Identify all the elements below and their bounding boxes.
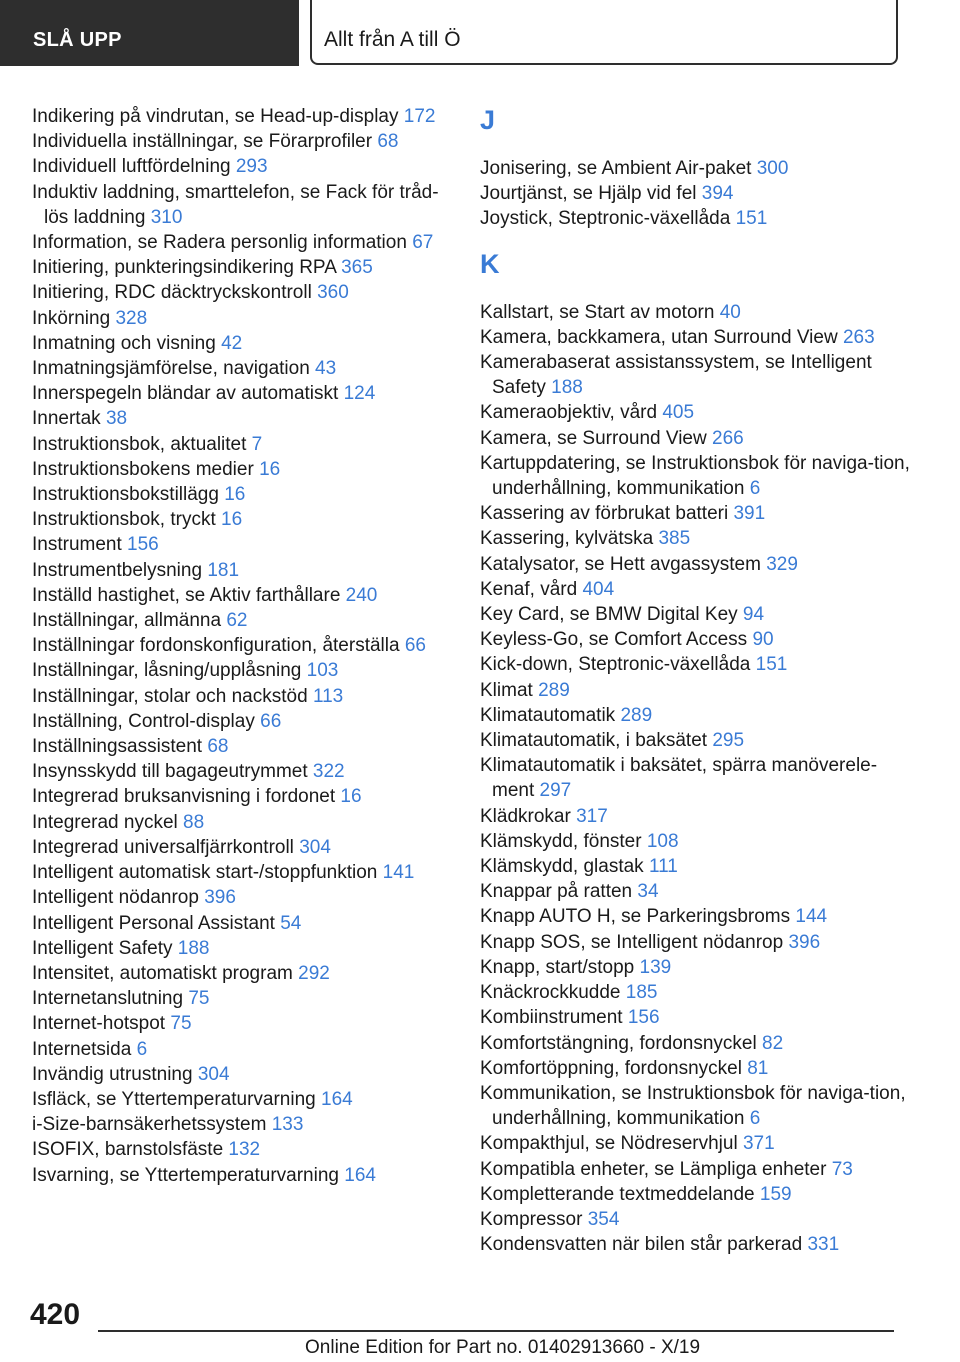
- index-entry: [480, 181, 910, 206]
- index-entry: [480, 1232, 910, 1257]
- index-entry: [32, 381, 452, 406]
- index-entry-text: Katalysator, se Hett avgassystem: [480, 553, 761, 575]
- index-entry-text: Instrumentbelysning: [32, 559, 203, 581]
- index-entry-text: Kamera, backkamera, utan Surround View: [480, 326, 838, 348]
- index-entry: [32, 1087, 452, 1112]
- index-entry: [32, 835, 452, 860]
- index-page-link[interactable]: 16: [221, 509, 243, 531]
- index-entry: [32, 961, 452, 986]
- index-entry: [480, 652, 910, 677]
- index-entry-text: Initiering, punkteringsindikering RPA: [32, 257, 336, 279]
- index-entry-text: Kameraobjektiv, vård: [480, 402, 658, 424]
- index-entry-text: Klämskydd, glastak: [480, 856, 644, 878]
- index-entry-text: Inställningar, allmänna: [32, 610, 222, 632]
- index-entry: [32, 129, 452, 154]
- index-page-link[interactable]: 7: [251, 433, 263, 455]
- index-page-link[interactable]: 266: [712, 427, 744, 449]
- index-entry-text: Inställning, Control-display: [32, 710, 255, 732]
- index-page-link[interactable]: 371: [742, 1133, 775, 1155]
- index-page-link[interactable]: 81: [747, 1057, 769, 1079]
- index-entry: [32, 684, 452, 709]
- index-page-link[interactable]: 317: [576, 805, 608, 827]
- index-entry: [32, 507, 452, 532]
- index-entry-text: Isvarning, se Yttertemperaturvarning: [32, 1164, 339, 1186]
- index-page-link[interactable]: 82: [762, 1032, 784, 1054]
- index-page-link[interactable]: 6: [136, 1038, 148, 1060]
- index-entry-text: Instruktionsbokens medier: [32, 458, 254, 480]
- index-entry-text: Jourtjänst, se Hjälp vid fel: [480, 183, 697, 205]
- index-page-link[interactable]: 396: [204, 887, 236, 909]
- index-entry-text: Inställd hastighet, se Aktiv farthållare: [32, 584, 341, 606]
- index-entry-text: Intelligent automatisk start-/stoppfunktion: [32, 862, 378, 884]
- index-page-link[interactable]: 188: [551, 377, 583, 399]
- index-entry: [480, 879, 910, 904]
- index-page-link[interactable]: 144: [795, 906, 828, 928]
- index-page-link[interactable]: 113: [312, 685, 344, 707]
- index-entry-text: Inmatning och visning: [32, 332, 216, 354]
- chapter-title: Allt från A till Ö: [324, 28, 461, 51]
- index-entry-text: Klämskydd, fönster: [480, 830, 642, 852]
- index-entry: [480, 501, 910, 526]
- index-page-link[interactable]: 159: [759, 1183, 792, 1205]
- index-entry-text: Kombiinstrument: [480, 1007, 623, 1029]
- index-entry-text: Internet-hotspot: [32, 1013, 166, 1035]
- index-page-link[interactable]: 73: [831, 1158, 853, 1180]
- index-page-link[interactable]: 141: [382, 862, 415, 884]
- index-entry: [480, 904, 910, 929]
- index-entry-text: Indikering på vindrutan, se Head-up-display: [32, 106, 399, 127]
- index-entry-text: Kompletterande textmeddelande: [480, 1183, 755, 1205]
- index-page-link[interactable]: 66: [404, 635, 426, 657]
- index-entry: [480, 728, 910, 753]
- index-entry: [32, 255, 452, 280]
- index-entry-text: Integrerad nyckel: [32, 811, 178, 833]
- index-entry: [480, 854, 910, 879]
- index-entry-text: Komfortöppning, fordonsnyckel: [480, 1057, 742, 1079]
- index-page-link[interactable]: 16: [259, 458, 281, 480]
- index-entry-text: Joystick, Steptronic-växellåda: [480, 208, 731, 230]
- index-entry-text: Inställningar, stolar och nackstöd: [32, 685, 308, 707]
- index-page-link[interactable]: 151: [755, 654, 788, 676]
- index-page-link[interactable]: 38: [105, 408, 128, 430]
- index-entry-text: Instruktionsbokstillägg: [32, 484, 219, 506]
- index-entry: [480, 577, 910, 602]
- index-entry: [32, 709, 452, 734]
- index-entry: [32, 482, 452, 507]
- index-entry: [32, 406, 452, 431]
- index-page-link[interactable]: 68: [207, 736, 229, 758]
- index-page-link[interactable]: 404: [582, 578, 615, 600]
- index-page-link[interactable]: 164: [344, 1164, 376, 1186]
- index-entry: [32, 885, 452, 910]
- index-entry: [480, 829, 910, 854]
- index-entry: [32, 1037, 452, 1062]
- index-entry: [480, 804, 910, 829]
- index-page-link[interactable]: 62: [226, 610, 248, 632]
- page-number: 420: [30, 1298, 81, 1331]
- index-entry: [32, 583, 452, 608]
- index-page-link[interactable]: 75: [188, 988, 210, 1010]
- index-entry-text: Inställningsassistent: [32, 736, 203, 758]
- index-page-link[interactable]: 94: [742, 604, 765, 626]
- index-entry: [480, 1081, 910, 1131]
- index-entry-text: Keyless-Go, se Comfort Access: [480, 629, 748, 651]
- index-page-link[interactable]: 90: [752, 629, 774, 651]
- index-column-right: [480, 104, 910, 1257]
- index-entry-text: Intelligent Safety: [32, 937, 173, 959]
- index-entry: [480, 426, 910, 451]
- index-entry: [32, 180, 452, 230]
- index-page-link[interactable]: 6: [749, 478, 761, 500]
- index-entry-text: Klimatautomatik: [480, 704, 616, 726]
- index-entry-text: Komfortstängning, fordonsnyckel: [480, 1032, 757, 1054]
- index-page-link[interactable]: 67: [412, 232, 434, 254]
- index-page-link[interactable]: 297: [539, 780, 572, 802]
- index-entry: [480, 300, 910, 325]
- index-entry: [32, 104, 452, 129]
- index-entry: [32, 633, 452, 658]
- index-entry: [480, 325, 910, 350]
- index-entry-text: i-Size-barnsäkerhetssystem: [32, 1114, 267, 1136]
- index-page-link[interactable]: 156: [127, 534, 159, 556]
- index-page-link[interactable]: 310: [150, 206, 183, 228]
- index-entry: [480, 955, 910, 980]
- index-entry: [32, 784, 452, 809]
- index-page-link[interactable]: 6: [749, 1108, 761, 1130]
- index-entry-text: Instrument: [32, 534, 122, 556]
- index-entry: [480, 703, 910, 728]
- index-page-link[interactable]: 16: [224, 484, 246, 506]
- index-page-link[interactable]: 293: [235, 156, 268, 178]
- index-entry: [480, 1056, 910, 1081]
- index-page-link[interactable]: 289: [538, 679, 570, 701]
- index-section-j: [480, 156, 910, 232]
- index-entry-text: Knapp SOS, se Intelligent nödanrop: [480, 931, 784, 953]
- index-entry: [32, 457, 452, 482]
- index-entry-text: Isfläck, se Yttertemperaturvarning: [32, 1088, 316, 1110]
- index-entry: [32, 331, 452, 356]
- index-page-link[interactable]: 405: [662, 402, 695, 424]
- index-entry: [32, 608, 452, 633]
- index-entry: [32, 306, 452, 331]
- index-page-link[interactable]: 43: [315, 358, 337, 380]
- index-page-link[interactable]: 42: [221, 332, 243, 354]
- section-tab-label: SLÅ UPP: [33, 29, 122, 51]
- index-page-link[interactable]: 354: [587, 1208, 620, 1230]
- index-entry-text: Innerspegeln bländar av automatiskt: [32, 383, 339, 405]
- index-page-link[interactable]: 329: [766, 553, 798, 575]
- index-entry: [480, 350, 910, 400]
- index-page-link[interactable]: 40: [719, 301, 741, 323]
- index-entry-text: Intensitet, automatiskt program: [32, 962, 293, 984]
- index-page-link[interactable]: 289: [620, 704, 653, 726]
- index-page-link[interactable]: 396: [788, 931, 821, 953]
- index-entry: [480, 1031, 910, 1056]
- index-entry: [32, 532, 452, 557]
- index-page-link[interactable]: 185: [625, 982, 658, 1004]
- index-entry: [480, 753, 910, 803]
- index-page-link[interactable]: 300: [756, 158, 789, 179]
- index-entry-text: Individuell luftfördelning: [32, 156, 231, 178]
- index-page-link[interactable]: 172: [403, 106, 436, 127]
- index-letter-heading: K: [480, 248, 500, 279]
- index-entry: [32, 1163, 452, 1188]
- index-entry-text: Integrerad bruksanvisning i fordonet: [32, 786, 336, 808]
- index-entry: [480, 206, 910, 231]
- index-page-link[interactable]: 188: [177, 937, 210, 959]
- index-page-link[interactable]: 263: [842, 326, 875, 348]
- index-entry-text: Kassering, kylvätska: [480, 528, 654, 550]
- index-entry-text: Integrerad universalfjärrkontroll: [32, 836, 294, 858]
- index-entry: [480, 156, 910, 181]
- index-page-link[interactable]: 139: [639, 956, 672, 978]
- index-entry: [480, 1157, 910, 1182]
- index-entry-text: Jonisering, se Ambient Air-paket: [480, 158, 752, 179]
- index-entry-text: Inkörning: [32, 307, 111, 329]
- index-entry-text: Insynsskydd till bagageutrymmet: [32, 761, 308, 783]
- index-entry: [32, 658, 452, 683]
- index-page-link[interactable]: 68: [377, 131, 399, 153]
- index-page-link[interactable]: 391: [733, 503, 766, 525]
- index-page-link[interactable]: 360: [317, 282, 349, 304]
- section-tab-active[interactable]: [0, 0, 299, 66]
- index-entry: [480, 1131, 910, 1156]
- index-entry: [32, 280, 452, 305]
- index-entry-text: Individuella inställningar, se Förarprofiler: [32, 131, 373, 153]
- index-entry-text: Kenaf, vård: [480, 578, 578, 600]
- index-entry: [480, 627, 910, 652]
- index-entry-text: ISOFIX, barnstolsfäste: [32, 1139, 224, 1161]
- index-column-left: [32, 104, 452, 1188]
- index-page-link[interactable]: 124: [343, 383, 376, 405]
- index-entry-text: Kassering av förbrukat batteri: [480, 503, 729, 525]
- footer-edition-text: Online Edition for Part no. 01402913660 - X/19: [305, 1337, 701, 1358]
- index-entry-text: Klädkrokar: [480, 805, 571, 827]
- index-entry: [32, 1112, 452, 1137]
- index-entry: [480, 602, 910, 627]
- index-entry: [32, 1011, 452, 1036]
- index-entry: [32, 860, 452, 885]
- index-page-link[interactable]: 151: [735, 208, 768, 230]
- index-entry-text: Kompatibla enheter, se Lämpliga enheter: [480, 1158, 827, 1180]
- index-entry: [480, 980, 910, 1005]
- index-entry: [32, 154, 452, 179]
- index-entry-text: Instruktionsbok, aktualitet: [32, 433, 247, 455]
- index-page-link[interactable]: 304: [197, 1063, 230, 1085]
- index-entry: [480, 400, 910, 425]
- index-entry-text: Innertak: [32, 408, 101, 430]
- index-entry: [480, 552, 910, 577]
- index-page-link[interactable]: 88: [183, 811, 205, 833]
- index-entry-text: Inställningar fordonskonfiguration, återställa: [32, 635, 400, 657]
- index-page-link[interactable]: 16: [340, 786, 362, 808]
- index-entry: [32, 810, 452, 835]
- index-entry-text: Knappar på ratten: [480, 881, 633, 903]
- index-entry-text: Instruktionsbok, tryckt: [32, 509, 216, 531]
- index-page-link[interactable]: 181: [207, 559, 240, 581]
- index-entry-text: Information, se Radera personlig information: [32, 232, 407, 254]
- index-page-link[interactable]: 111: [648, 856, 678, 878]
- index-entry: [32, 759, 452, 784]
- index-entry-text: Invändig utrustning: [32, 1063, 193, 1085]
- index-entry: [480, 930, 910, 955]
- index-entry: [32, 911, 452, 936]
- index-page-link[interactable]: 328: [115, 307, 148, 329]
- index-page-link[interactable]: 103: [306, 660, 339, 682]
- index-page-link[interactable]: 240: [345, 584, 378, 606]
- index-entry: [32, 986, 452, 1011]
- index-entry: [32, 432, 452, 457]
- index-entry: [32, 1062, 452, 1087]
- index-page-link[interactable]: 331: [807, 1234, 840, 1256]
- index-entry-text: Inmatningsjämförelse, navigation: [32, 358, 310, 380]
- index-entry: [32, 936, 452, 961]
- index-entry: [480, 1182, 910, 1207]
- index-entry-text: Kartuppdatering, se Instruktionsbok för naviga-tion, underhållning, kommunikation: [480, 452, 910, 500]
- index-entry: [480, 1207, 910, 1232]
- index-letter-heading: J: [480, 105, 496, 135]
- index-entry-text: Kondensvatten när bilen står parkerad: [480, 1234, 803, 1256]
- index-page-link[interactable]: 295: [712, 730, 745, 752]
- index-entry-text: Kick-down, Steptronic-växellåda: [480, 654, 751, 676]
- index-page-link[interactable]: 54: [280, 912, 302, 934]
- index-page-link[interactable]: 164: [321, 1088, 353, 1110]
- index-entry-text: Inställningar, låsning/upplåsning: [32, 660, 302, 682]
- index-entry-text: Knapp AUTO H, se Parkeringsbroms: [480, 906, 791, 928]
- index-entry: [480, 451, 910, 501]
- index-page-link[interactable]: 385: [658, 528, 691, 550]
- index-entry-text: Internetanslutning: [32, 988, 184, 1010]
- index-page-link[interactable]: 394: [701, 183, 734, 205]
- index-entry-text: Kompakthjul, se Nödreservhjul: [480, 1133, 738, 1155]
- index-entry-text: Intelligent nödanrop: [32, 887, 199, 909]
- index-entry-text: Kallstart, se Start av motorn: [480, 301, 715, 323]
- index-page-link[interactable]: 66: [260, 710, 282, 732]
- index-entry-text: Klimat: [480, 679, 533, 701]
- index-page-link[interactable]: 34: [637, 881, 659, 903]
- index-page-link[interactable]: 133: [271, 1114, 304, 1136]
- footer-divider: [98, 1330, 894, 1332]
- index-entry: [480, 526, 910, 551]
- index-entry-text: Internetsida: [32, 1038, 132, 1060]
- index-section-k: [480, 300, 910, 1258]
- index-page-link[interactable]: 132: [228, 1139, 261, 1161]
- index-entry-text: Key Card, se BMW Digital Key: [480, 604, 738, 626]
- index-entry: [32, 1137, 452, 1162]
- index-page-link[interactable]: 75: [170, 1013, 192, 1035]
- index-page-link[interactable]: 156: [627, 1007, 660, 1029]
- index-page-link[interactable]: 365: [341, 257, 373, 279]
- index-page-link[interactable]: 322: [312, 761, 345, 783]
- index-entry: [32, 356, 452, 381]
- index-entry-text: Kompressor: [480, 1208, 583, 1230]
- index-entry-text: Induktiv laddning, smarttelefon, se Fack för tråd-lös laddning: [32, 181, 439, 228]
- index-entry: [32, 734, 452, 759]
- index-page-link[interactable]: 292: [298, 962, 330, 984]
- index-entry: [32, 230, 452, 255]
- index-entry: [480, 1005, 910, 1030]
- index-page-link[interactable]: 108: [646, 830, 679, 852]
- index-entry-text: Knapp, start/stopp: [480, 956, 635, 978]
- index-entry-text: Kommunikation, se Instruktionsbok för naviga-tion, underhållning, kommunikation: [480, 1082, 906, 1130]
- index-entry-text: Kamerabaserat assistanssystem, se Intelligent Safety: [480, 352, 872, 399]
- index-entry-text: Klimatautomatik i baksätet, spärra manöverele-ment: [480, 755, 878, 802]
- chapter-title-tab: [310, 0, 898, 65]
- index-entry: [32, 558, 452, 583]
- index-entry-text: Initiering, RDC däcktryckskontroll: [32, 282, 312, 304]
- index-entry-text: Intelligent Personal Assistant: [32, 912, 275, 934]
- index-page-link[interactable]: 304: [299, 836, 331, 858]
- index-entry: [480, 678, 910, 703]
- index-entry-text: Knäckrockkudde: [480, 982, 621, 1004]
- index-entry-text: Klimatautomatik, i baksätet: [480, 730, 708, 752]
- index-entry-text: Kamera, se Surround View: [480, 427, 707, 449]
